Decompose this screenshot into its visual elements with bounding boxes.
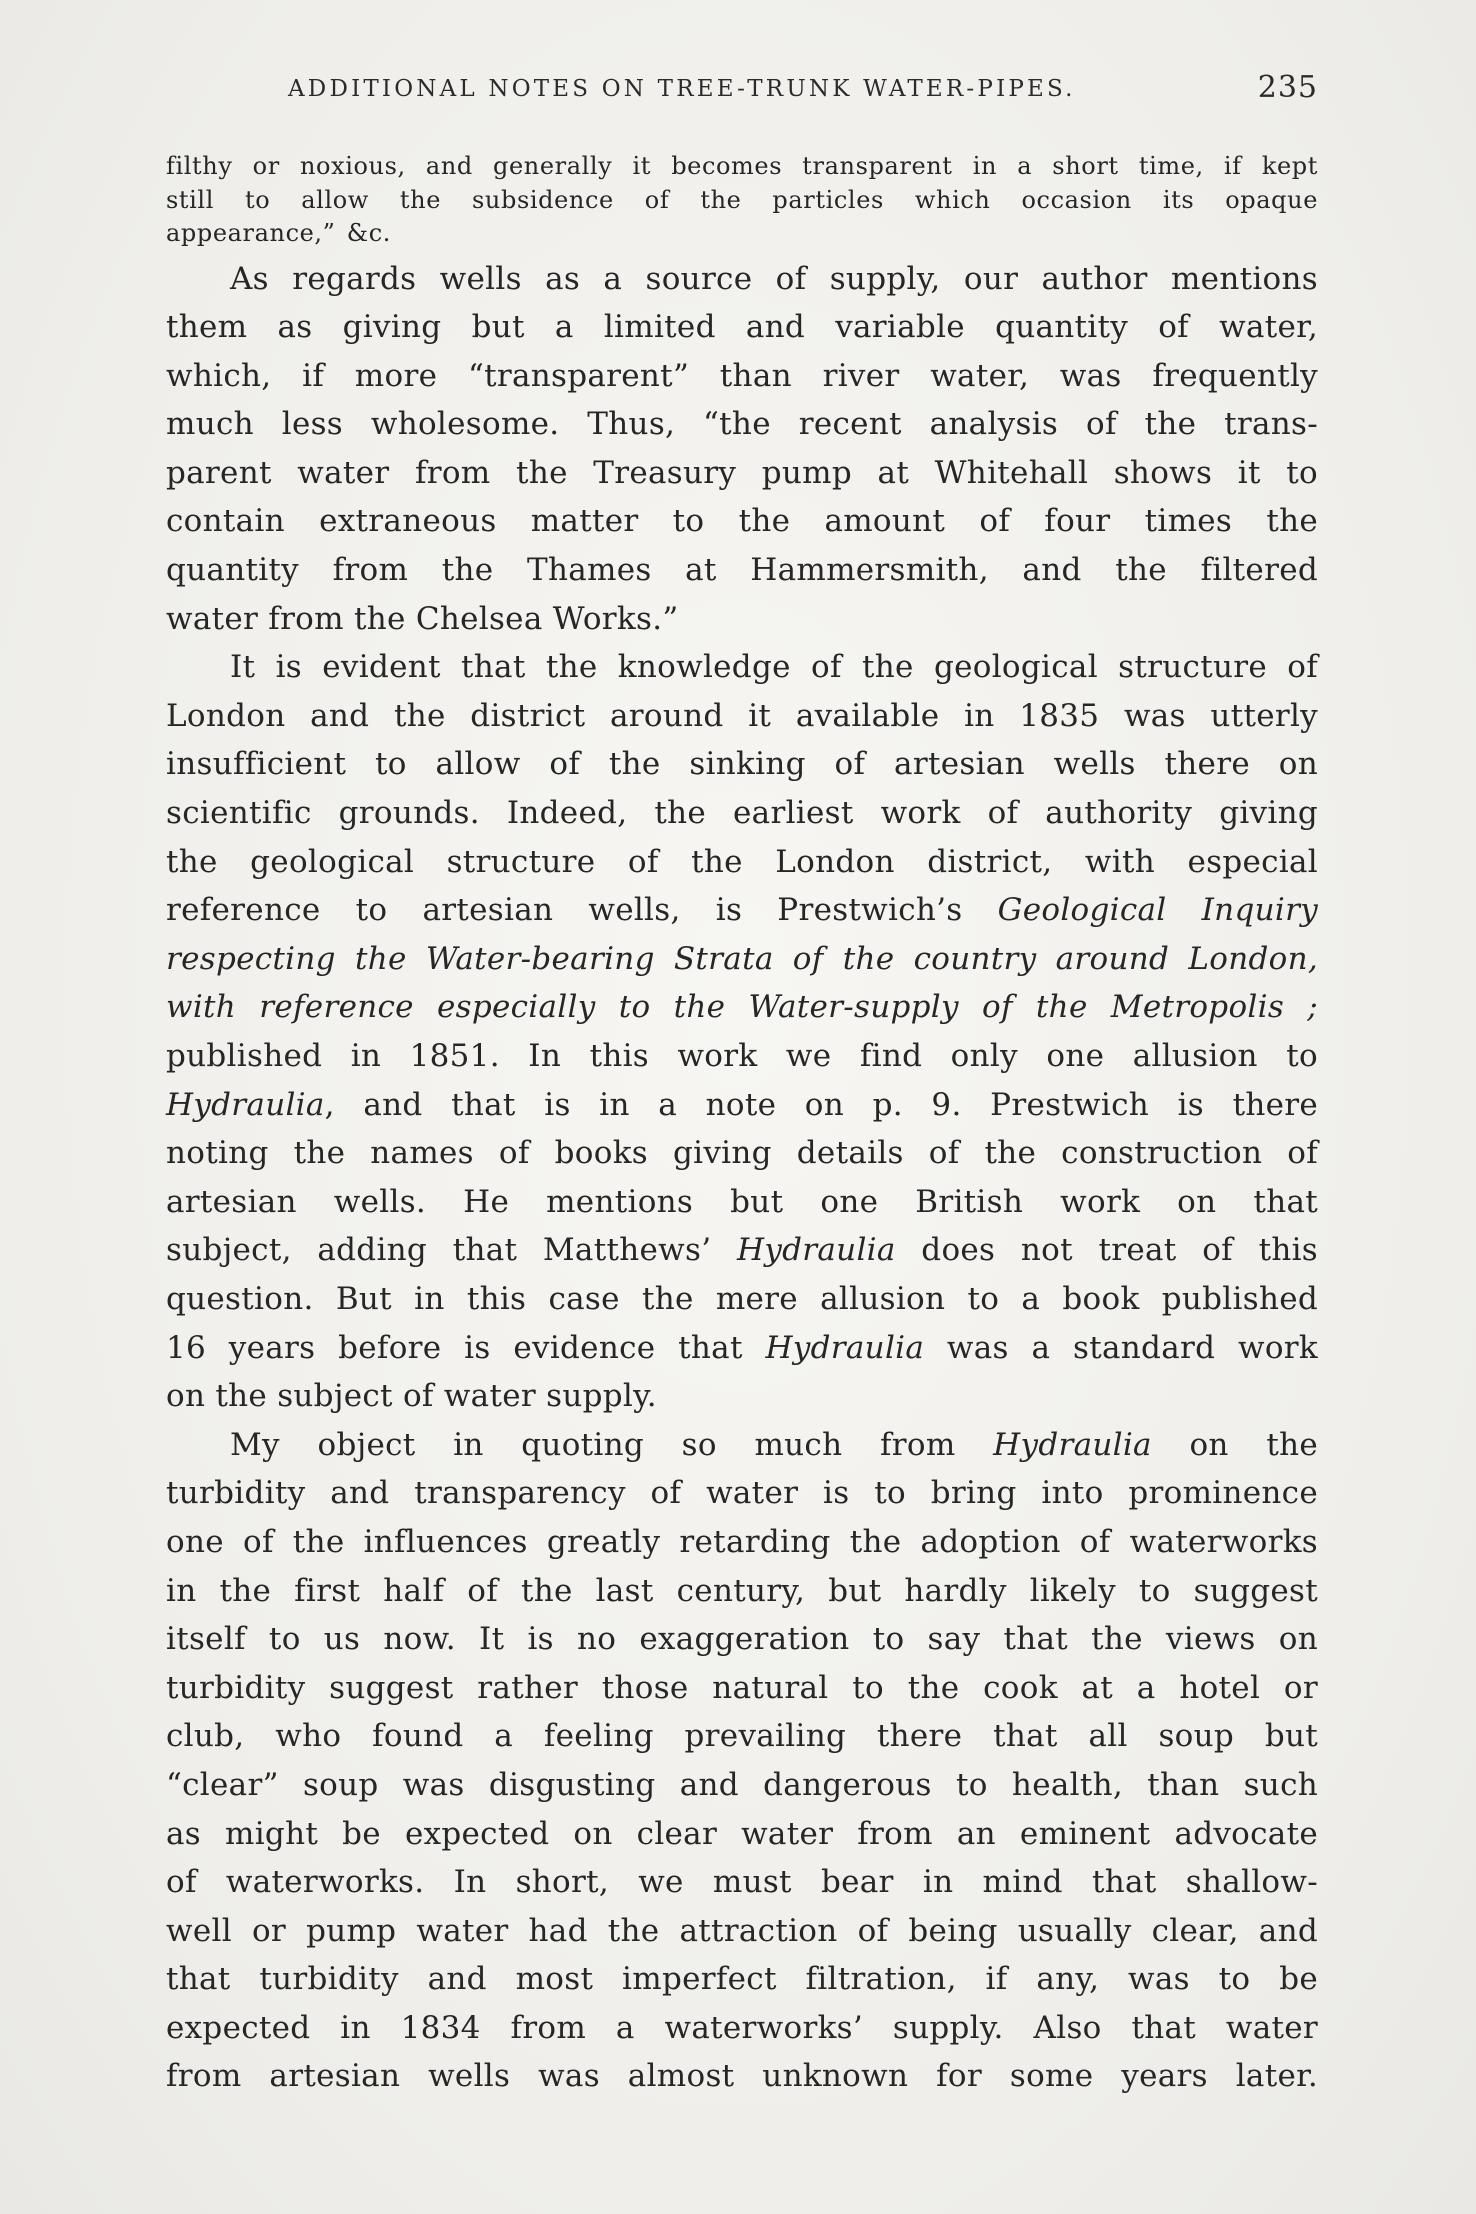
text-fragment: does not treat of this [921, 1232, 1319, 1269]
book-title: Hydraulia [993, 1426, 1152, 1463]
text-line [166, 886, 1318, 935]
text-line [166, 1081, 1318, 1130]
text-line: published in 1851. In this work we find only one allusion to [166, 1038, 1318, 1074]
text-line: artesian wells. He mentions but one British work on that [166, 1183, 1318, 1220]
text-line: quantity from the Thames at Hammersmith, and the filtered [166, 552, 1318, 589]
quote-line: still to allow the subsidence of the particles which occasion its opaque [166, 185, 1318, 214]
text-line: turbidity and transparency of water is to bring into prominence [166, 1475, 1318, 1512]
text-fragment: reference to artesian wells, is Prestwich’s [166, 892, 963, 929]
text-line: “clear” soup was disgusting and dangerous to health, than such [166, 1766, 1318, 1803]
text-fragment: was a standard work [946, 1329, 1319, 1366]
text-line: contain extraneous matter to the amount of four times the [166, 503, 1318, 540]
text-line: parent water from the Treasury pump at Whitehall shows it to [166, 454, 1318, 491]
text-fragment: subject, adding that Matthews’ [166, 1232, 712, 1269]
text-line [166, 1226, 1318, 1275]
text-line: As regards wells as a source of supply, our author mentions [230, 260, 1318, 297]
text-line: in the first half of the last century, but hardly likely to suggest [166, 1572, 1318, 1609]
text-line: of waterworks. In short, we must bear in mind that shallow- [166, 1864, 1318, 1901]
text-line: It is evident that the knowledge of the geological structure of [230, 649, 1318, 686]
text-line [166, 1324, 1318, 1373]
text-line: scientific grounds. Indeed, the earliest work of authority giving [166, 795, 1318, 832]
text-fragment: My object in quoting so much from [230, 1426, 956, 1463]
text-fragment: on the [1189, 1426, 1318, 1463]
text-line: the geological structure of the London district, with especial [166, 843, 1318, 880]
text-line: from artesian wells was almost unknown for some years later. [166, 2058, 1318, 2095]
text-line: on the subject of water supply. [166, 1378, 657, 1415]
text-fragment: 16 years before is evidence that [166, 1329, 743, 1366]
text-line: club, who found a feeling prevailing there that all soup but [166, 1718, 1318, 1755]
text-line: that turbidity and most imperfect filtration, if any, was to be [166, 1961, 1318, 1998]
paragraph-geology [166, 643, 1318, 1421]
page-number: 235 [1257, 70, 1318, 105]
text-line: them as giving but a limited and variable quantity of water, [166, 309, 1318, 346]
book-title: Geological Inquiry [997, 892, 1319, 929]
text-line: London and the district around it available in 1835 was utterly [166, 697, 1318, 734]
paragraph-wells [166, 255, 1318, 644]
book-title: Hydraulia [166, 1086, 325, 1123]
quote-line: filthy or noxious, and generally it becomes transparent in a short time, if kept [166, 152, 1318, 180]
text-line: question. But in this case the mere allusion to a book published [166, 1280, 1318, 1317]
text-line: one of the influences greatly retarding the adoption of waterworks [166, 1523, 1318, 1560]
text-line: well or pump water had the attraction of being usually clear, and [166, 1912, 1318, 1949]
book-title: Hydraulia [765, 1329, 925, 1366]
text-line: noting the names of books giving details of the construction of [166, 1135, 1318, 1172]
text-line: water from the Chelsea Works.” [166, 600, 679, 637]
quote-line: appearance,” &c. [166, 219, 391, 247]
book-title-line: respecting the Water-bearing Strata of the country around London, [166, 940, 1318, 977]
text-line [166, 1421, 1318, 1470]
running-title: ADDITIONAL NOTES ON TREE-TRUNK WATER-PIPES. [288, 76, 1076, 102]
text-fragment: , and that is in a note on p. 9. Prestwich is there [324, 1086, 1318, 1123]
body-text [166, 150, 1318, 2101]
text-line: itself to us now. It is no exaggeration to say that the views on [166, 1621, 1318, 1658]
text-line: which, if more “transparent” than river water, was frequently [166, 357, 1318, 394]
paragraph-turbidity [166, 1421, 1318, 2101]
book-title-line: with reference especially to the Water-supply of the Metropolis ; [166, 989, 1318, 1026]
text-line: turbidity suggest rather those natural to the cook at a hotel or [166, 1669, 1318, 1706]
book-title: Hydraulia [736, 1232, 896, 1269]
block-quote [166, 150, 1318, 251]
text-line: as might be expected on clear water from an eminent advocate [166, 1815, 1318, 1852]
text-line: much less wholesome. Thus, “the recent analysis of the trans- [166, 406, 1318, 443]
text-line: expected in 1834 from a waterworks’ supply. Also that water [166, 2009, 1318, 2046]
page-header [168, 70, 1318, 110]
text-line: insufficient to allow of the sinking of artesian wells there on [166, 746, 1318, 783]
